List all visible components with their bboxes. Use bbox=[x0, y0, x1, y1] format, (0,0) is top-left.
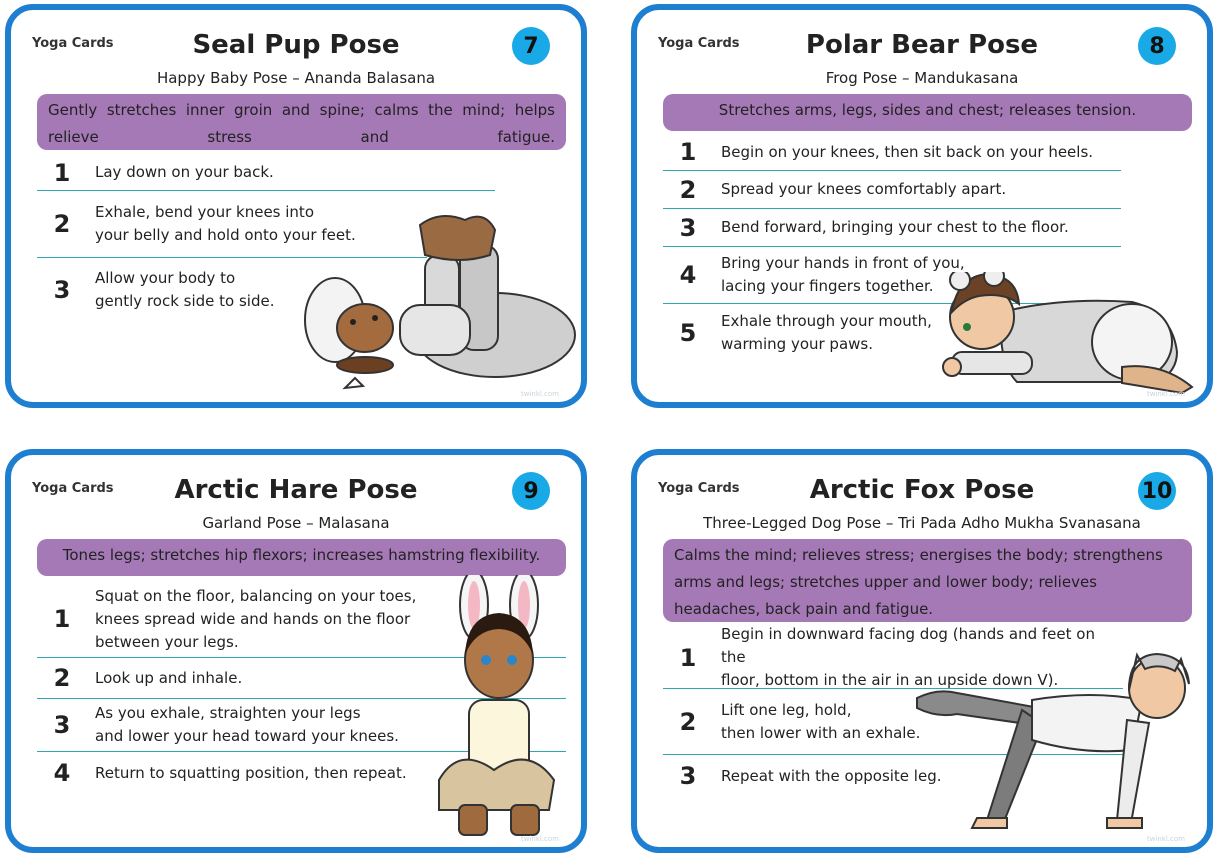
pose-title: Seal Pup Pose bbox=[192, 30, 400, 60]
card-number-badge: 8 bbox=[1138, 27, 1176, 65]
step-text: Exhale through your mouth, warming your paws. bbox=[721, 312, 932, 353]
watermark: twinkl.com bbox=[520, 835, 559, 843]
brand-label: Yoga Cards bbox=[658, 36, 740, 51]
step-text: Lift one leg, hold, then lower with an exhale. bbox=[721, 700, 921, 742]
watermark: twinkl.com bbox=[1146, 390, 1185, 398]
arctic-fox-illustration bbox=[907, 650, 1207, 845]
step-number: 3 bbox=[53, 276, 71, 304]
benefit-banner: Stretches arms, legs, sides and chest; releases tension. bbox=[663, 94, 1192, 131]
step-text: Begin on your knees, then sit back on your heels. bbox=[721, 142, 1094, 161]
watermark: twinkl.com bbox=[1146, 835, 1185, 843]
yoga-card-seal-pup bbox=[5, 4, 587, 408]
card-number-badge: 10 bbox=[1138, 472, 1176, 510]
step-number: 1 bbox=[53, 158, 71, 187]
pose-subtitle: Garland Pose – Malasana bbox=[202, 514, 390, 532]
pose-subtitle: Happy Baby Pose – Ananda Balasana bbox=[156, 69, 436, 87]
step-row bbox=[663, 209, 1121, 247]
step-number: 1 bbox=[679, 643, 697, 672]
step-number: 3 bbox=[679, 213, 697, 242]
step-text: Look up and inhale. bbox=[95, 668, 243, 687]
step-row bbox=[37, 155, 495, 191]
pose-subtitle: Three-Legged Dog Pose – Tri Pada Adho Mukha Svanasana bbox=[703, 514, 1141, 532]
card-number-badge: 9 bbox=[512, 472, 550, 510]
step-number: 2 bbox=[679, 175, 697, 204]
step-row bbox=[663, 171, 1121, 209]
step-text: Exhale, bend your knees into your belly and hold onto your feet. bbox=[95, 203, 356, 244]
yoga-card-arctic-hare bbox=[5, 449, 587, 853]
yoga-card-arctic-fox bbox=[631, 449, 1213, 853]
step-text: Lay down on your back. bbox=[95, 163, 274, 181]
step-row bbox=[663, 304, 953, 362]
watermark: twinkl.com bbox=[520, 390, 559, 398]
pose-title: Arctic Fox Pose bbox=[809, 475, 1035, 505]
brand-label: Yoga Cards bbox=[32, 36, 114, 51]
step-row bbox=[663, 134, 1121, 171]
pose-subtitle: Frog Pose – Mandukasana bbox=[825, 69, 1019, 87]
seal-pup-illustration bbox=[295, 210, 580, 390]
step-number: 1 bbox=[53, 605, 71, 633]
step-text: Begin in downward facing dog (hands and feet on the floor, bottom in the air in an upside down V). bbox=[721, 625, 1095, 689]
step-text: Bring your hands in front of you, lacing your fingers together. bbox=[721, 254, 965, 295]
step-text: As you exhale, straighten your legs and lower your head toward your knees. bbox=[95, 704, 399, 745]
step-number: 4 bbox=[53, 759, 71, 787]
step-number: 2 bbox=[679, 707, 697, 736]
step-text: Bend forward, bringing your chest to the floor. bbox=[721, 218, 1069, 236]
card-number-badge: 7 bbox=[512, 27, 550, 65]
step-number: 4 bbox=[679, 261, 697, 289]
step-text: Return to squatting position, then repeat. bbox=[95, 763, 407, 782]
brand-label: Yoga Cards bbox=[32, 481, 114, 496]
step-text: Squat on the floor, balancing on your toes, knees spread wide and hands on the floor between your legs. bbox=[95, 586, 417, 651]
benefit-banner: Tones legs; stretches hip flexors; increases hamstring flexibility. bbox=[37, 539, 566, 576]
step-number: 1 bbox=[679, 138, 697, 166]
step-text: Spread your knees comfortably apart. bbox=[721, 180, 1007, 198]
step-number: 5 bbox=[679, 319, 697, 347]
step-text: Allow your body to gently rock side to side. bbox=[95, 269, 275, 310]
step-number: 3 bbox=[679, 762, 697, 790]
polar-bear-illustration bbox=[942, 272, 1207, 397]
benefit-banner: Calms the mind; relieves stress; energises the body; strengthens arms and legs; stretches upper and lower body; relieves headaches, back pain and fatigue. bbox=[663, 539, 1192, 622]
brand-label: Yoga Cards bbox=[658, 481, 740, 496]
arctic-hare-illustration bbox=[429, 575, 569, 845]
step-number: 2 bbox=[53, 664, 71, 692]
step-text: Repeat with the opposite leg. bbox=[721, 766, 942, 785]
step-number: 3 bbox=[53, 711, 71, 739]
yoga-card-polar-bear bbox=[631, 4, 1213, 408]
step-number: 2 bbox=[53, 210, 71, 238]
pose-title: Polar Bear Pose bbox=[805, 30, 1039, 60]
pose-title: Arctic Hare Pose bbox=[174, 475, 418, 505]
benefit-banner: Gently stretches inner groin and spine; calms the mind; helps relieve stress and fatigue. bbox=[37, 94, 566, 150]
